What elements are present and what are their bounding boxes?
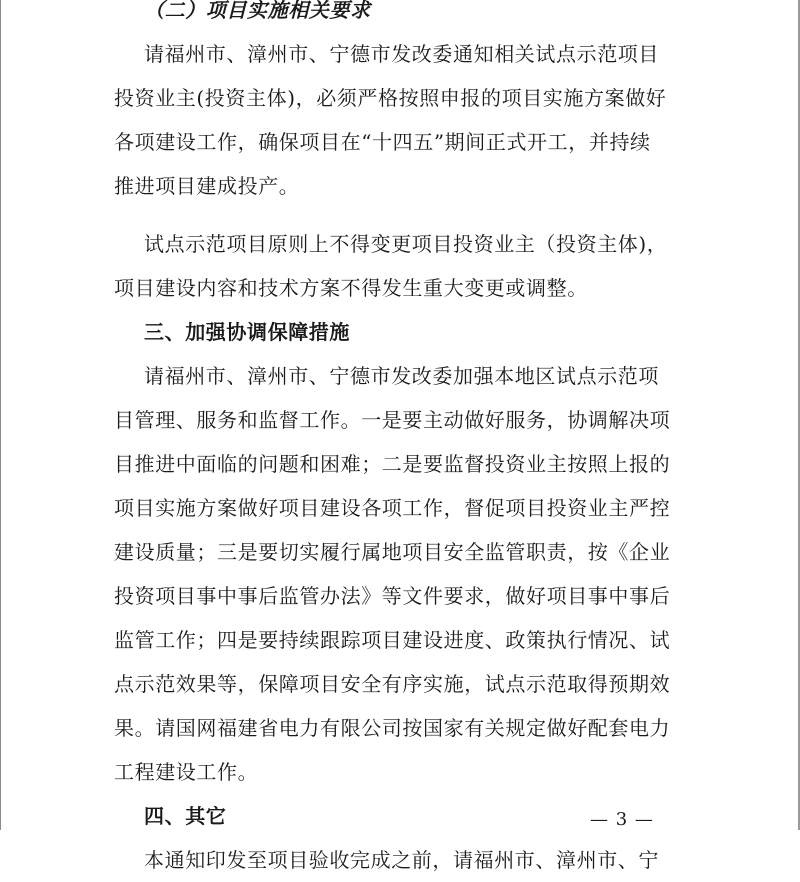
paragraph-line: 请福州市、漳州市、宁德市发改委加强本地区试点示范项 bbox=[144, 364, 659, 388]
paragraph-line: 工程建设工作。 bbox=[114, 760, 259, 784]
paragraph-line: 项目建设内容和技术方案不得发生重大变更或调整。 bbox=[114, 276, 588, 300]
paragraph-line: 目推进中面临的问题和困难；二是要监督投资业主按照上报的 bbox=[114, 452, 671, 476]
section-heading-4: 四、其它 bbox=[144, 804, 227, 828]
paragraph-line: 试点示范项目原则上不得变更项目投资业主（投资主体)， bbox=[144, 232, 668, 256]
paragraph-line: 推进项目建成投产。 bbox=[114, 174, 300, 198]
page-number: — 3 — bbox=[590, 809, 654, 830]
paragraph-line: 投资项目事中事后监管办法》等文件要求，做好项目事中事后 bbox=[114, 584, 671, 608]
paragraph-line: 果。请国网福建省电力有限公司按国家有关规定做好配套电力 bbox=[114, 716, 671, 740]
page-left-edge bbox=[0, 0, 1, 830]
paragraph-line: 目管理、服务和监督工作。一是要主动做好服务，协调解决项 bbox=[114, 408, 671, 432]
paragraph-line: 点示范效果等，保障项目安全有序实施，试点示范取得预期效 bbox=[114, 672, 671, 696]
paragraph-line: 本通知印发至项目验收完成之前，请福州市、漳州市、宁 bbox=[144, 848, 659, 872]
document-body bbox=[114, 0, 714, 882]
paragraph-line: 项目实施方案做好项目建设各项工作，督促项目投资业主严控 bbox=[114, 496, 671, 520]
section-heading-2-2: （二）项目实施相关要求 bbox=[144, 0, 371, 22]
paragraph-line: 请福州市、漳州市、宁德市发改委通知相关试点示范项目 bbox=[144, 42, 659, 66]
paragraph-line: 投资业主(投资主体)，必须严格按照申报的项目实施方案做好 bbox=[114, 86, 667, 110]
paragraph-line: 监管工作；四是要持续跟踪项目建设进度、政策执行情况、试 bbox=[114, 628, 671, 652]
paragraph-line: 各项建设工作，确保项目在“十四五”期间正式开工，并持续 bbox=[114, 130, 651, 154]
paragraph-line: 建设质量；三是要切实履行属地项目安全监管职责，按《企业 bbox=[114, 540, 671, 564]
section-heading-3: 三、加强协调保障措施 bbox=[144, 320, 350, 344]
paragraph-spacer bbox=[114, 208, 714, 222]
